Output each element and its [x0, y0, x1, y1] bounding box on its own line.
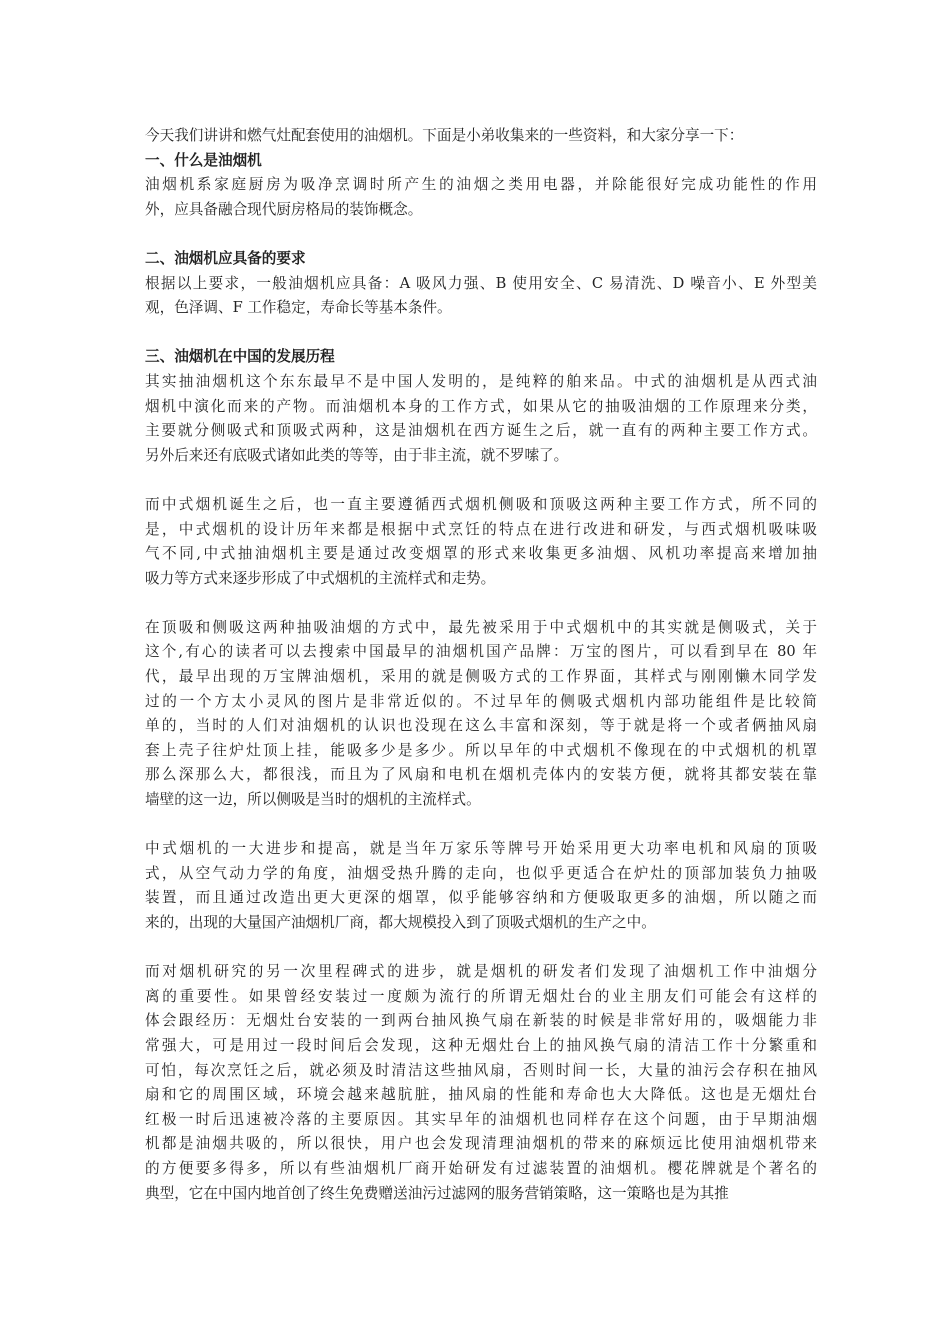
text-line: 主要就分侧吸式和顶吸式两种，这是油烟机在西方诞生之后，就一直有的两种主要工作方式。: [145, 422, 817, 440]
paragraph: [145, 173, 817, 222]
text-line: 套上壳子往炉灶顶上挂，能吸多少是多少。所以早年的中式烟机不像现在的中式烟机的机罩: [145, 741, 817, 759]
paragraph-gap: [145, 321, 817, 346]
paragraph: [145, 837, 817, 935]
text-line: 吸力等方式来逐步形成了中式烟机的主流样式和走势。: [145, 569, 496, 587]
text-line: 过的一个方太小灵风的图片是非常近似的。不过早年的侧吸式烟机内部功能组件是比较简: [145, 692, 817, 710]
text-line: 观，色泽调、F 工作稳定，寿命长等基本条件。: [145, 299, 452, 317]
text-line: 另外后来还有底吸式诸如此类的等等，由于非主流，就不罗嗦了。: [145, 446, 569, 464]
text-line: 中式烟机的一大进步和提高，就是当年万家乐等牌号开始采用更大功率电机和风扇的顶吸: [145, 840, 817, 858]
text-line: 油烟机系家庭厨房为吸净烹调时所产生的油烟之类用电器，并除能很好完成功能性的作用: [145, 176, 817, 194]
paragraph-gap: [145, 468, 817, 493]
section-heading: 三、油烟机在中国的发展历程: [145, 348, 335, 366]
text-line: 单的，当时的人们对油烟机的认识也没现在这么丰富和深刻，等于就是将一个或者俩抽风扇: [145, 717, 817, 735]
text-line: 今天我们讲讲和燃气灶配套使用的油烟机。下面是小弟收集来的一些资料，和大家分享一下：: [145, 127, 744, 144]
section-heading: 一、什么是油烟机: [145, 151, 262, 169]
text-line: 的方便要多得多，所以有些油烟机厂商开始研发有过滤装置的油烟机。樱花牌就是个著名的: [145, 1159, 817, 1177]
text-line: 外，应具备融合现代厨房格局的装饰概念。: [145, 200, 423, 218]
text-line: 可怕，每次烹饪之后，就必须及时清洁这些抽风扇，否则时间一长，大量的油污会存积在抽风: [145, 1061, 817, 1079]
text-line: 气不同,中式抽油烟机主要是通过改变烟罩的形式来收集更多油烟、风机功率提高来增加抽: [145, 545, 817, 563]
document-body: [145, 124, 817, 1206]
paragraph: [145, 616, 817, 813]
text-line: 那么深那么大，都很浅，而且为了风扇和电机在烟机壳体内的安装方便，就将其都安装在靠: [145, 766, 817, 784]
text-line: 式，从空气动力学的角度，油烟受热升腾的走向，也似乎更适合在炉灶的顶部加装负力抽吸: [145, 864, 817, 882]
paragraph: [145, 124, 817, 149]
text-line: 机都是油烟共吸的，所以很快，用户也会发现清理油烟机的带来的麻烦远比使用油烟机带来: [145, 1135, 817, 1153]
paragraph: [145, 493, 817, 591]
paragraph-gap: [145, 813, 817, 838]
text-line: 装置，而且通过改造出更大更深的烟罩，似乎能够容纳和方便吸取更多的油烟，所以随之而: [145, 889, 817, 907]
text-line: 来的，出现的大量国产油烟机厂商，都大规模投入到了顶吸式烟机的生产之中。: [145, 914, 656, 931]
text-line: 代，最早出现的万宝牌油烟机，采用的就是侧吸方式的工作界面，其样式与刚刚懒木同学发: [145, 668, 817, 686]
paragraph-gap: [145, 591, 817, 616]
text-line: 典型，它在中国内地首创了终生免费赠送油污过滤网的服务营销策略，这一策略也是为其推: [145, 1184, 729, 1202]
text-line: 体会跟经历：无烟灶台安装的一到两台抽风换气扇在新装的时候是非常好用的，吸烟能力非: [145, 1012, 817, 1030]
text-line: 而中式烟机诞生之后，也一直主要遵循西式烟机侧吸和顶吸这两种主要工作方式，所不同的: [145, 495, 817, 513]
paragraph-gap: [145, 222, 817, 247]
text-line: 这个,有心的读者可以去搜索中国最早的油烟机国产品牌：万宝的图片，可以看到早在 80 年: [145, 643, 817, 661]
text-line: 离的重要性。如果曾经安装过一度颇为流行的所谓无烟灶台的业主朋友们可能会有这样的: [145, 987, 817, 1005]
text-line: 墙壁的这一边，所以侧吸是当时的烟机的主流样式。: [145, 791, 481, 809]
text-line: 在顶吸和侧吸这两种抽吸油烟的方式中，最先被采用于中式烟机中的其实就是侧吸式，关于: [145, 618, 817, 636]
text-line: 常强大，可是用过一段时间后会发现，这种无烟灶台上的抽风换气扇的清洁工作十分繁重和: [145, 1036, 817, 1054]
text-line: 而对烟机研究的另一次里程碑式的进步，就是烟机的研发者们发现了油烟机工作中油烟分: [145, 963, 817, 981]
paragraph: [145, 370, 817, 468]
text-line: 根据以上要求，一般油烟机应具备：A 吸风力强、B 使用安全、C 易清洗、D 噪音小、E 外型美: [145, 274, 817, 292]
paragraph: [145, 960, 817, 1206]
text-line: 烟机中演化而来的产物。而油烟机本身的工作方式，如果从它的抽吸油烟的工作原理来分类，: [145, 397, 817, 415]
text-line: 红极一时后迅速被冷落的主要原因。其实早年的油烟机也同样存在这个问题，由于早期油烟: [145, 1110, 817, 1128]
text-line: 是，中式烟机的设计历年来都是根据中式烹饪的特点在进行改进和研发，与西式烟机吸味吸: [145, 520, 817, 538]
paragraph: [145, 272, 817, 321]
text-line: 扇和它的周围区域，环境会越来越肮脏，抽风扇的性能和寿命也大大降低。这也是无烟灶台: [145, 1086, 817, 1104]
section-heading: 二、油烟机应具备的要求: [145, 249, 306, 267]
text-line: 其实抽油烟机这个东东最早不是中国人发明的，是纯粹的舶来品。中式的油烟机是从西式油: [145, 372, 817, 390]
paragraph-gap: [145, 936, 817, 961]
